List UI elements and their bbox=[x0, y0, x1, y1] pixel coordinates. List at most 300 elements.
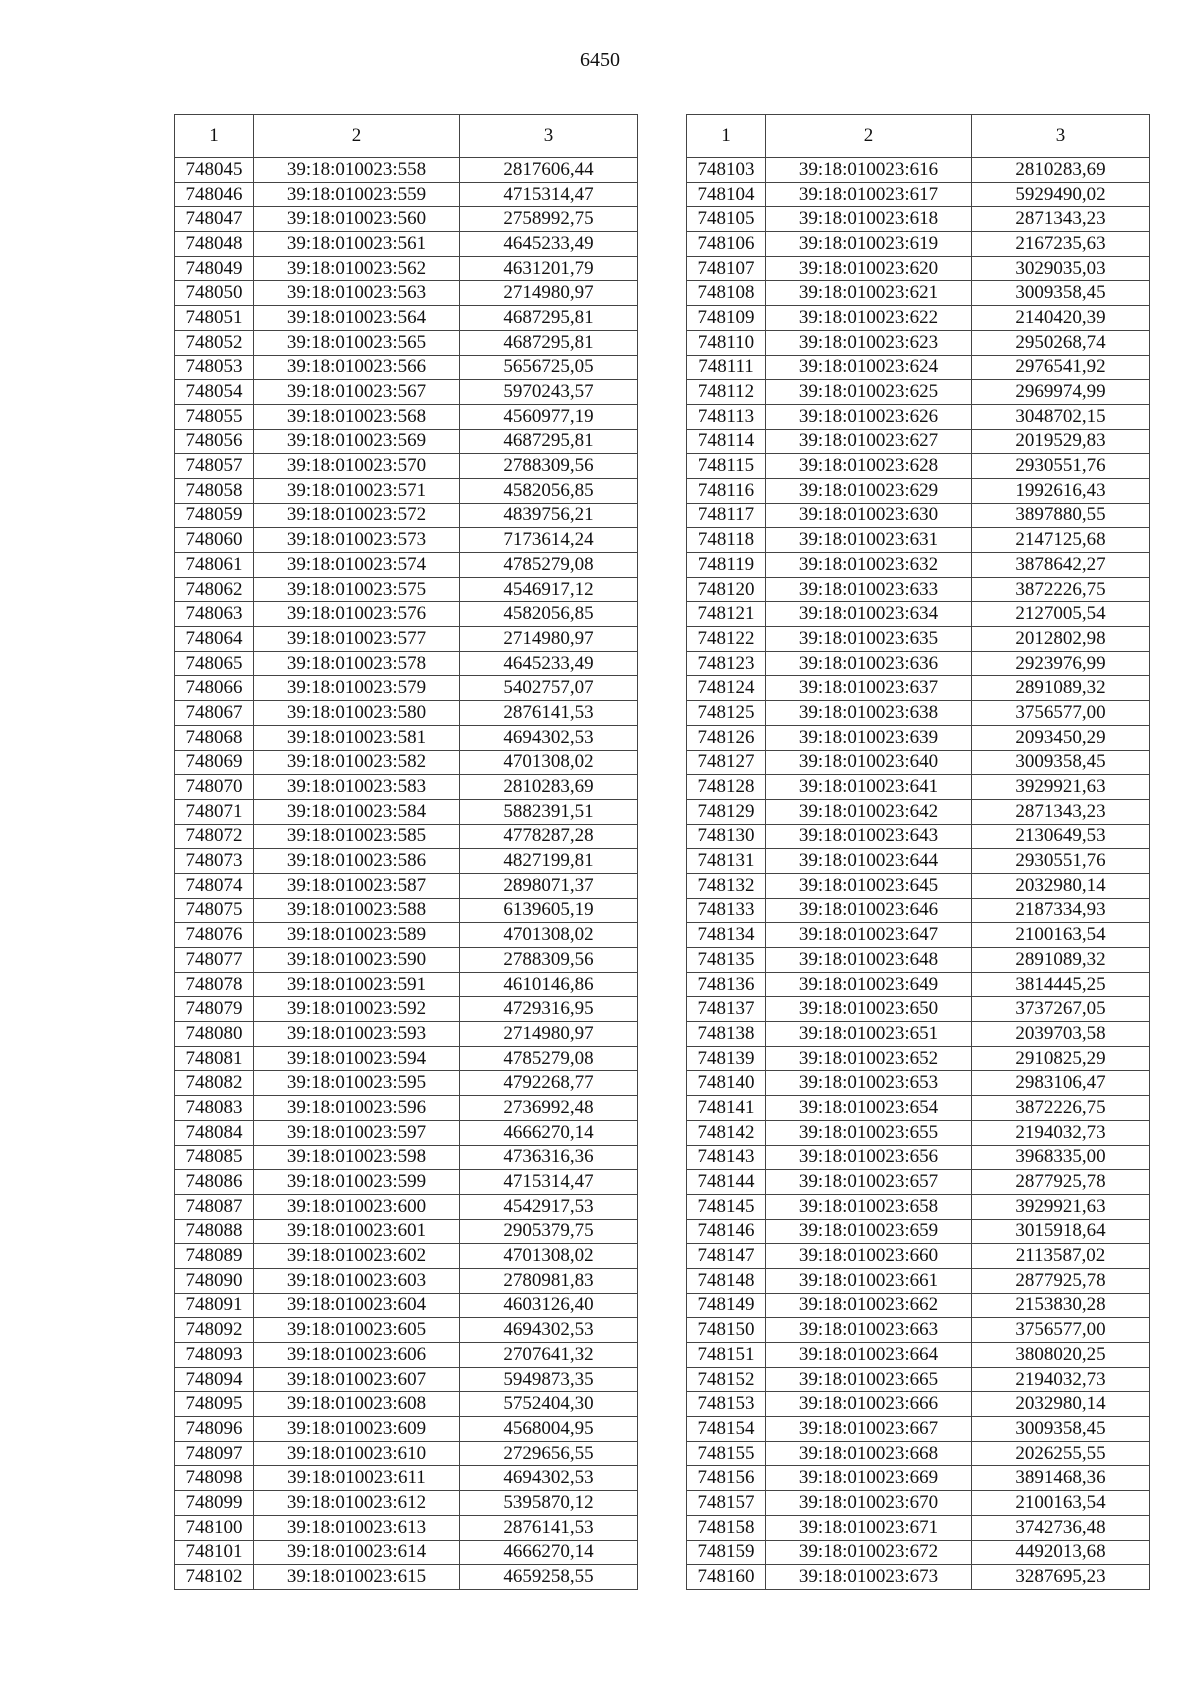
cadastral-number-cell: 39:18:010023:561 bbox=[254, 232, 460, 257]
value-cell: 2877925,78 bbox=[972, 1170, 1150, 1195]
row-number-cell: 748100 bbox=[175, 1515, 254, 1540]
row-number-cell: 748155 bbox=[687, 1441, 766, 1466]
table-row bbox=[175, 602, 638, 627]
column-header: 3 bbox=[460, 115, 638, 158]
cadastral-number-cell: 39:18:010023:666 bbox=[766, 1392, 972, 1417]
cadastral-number-cell: 39:18:010023:632 bbox=[766, 553, 972, 578]
row-number-cell: 748126 bbox=[687, 725, 766, 750]
cadastral-number-cell: 39:18:010023:607 bbox=[254, 1367, 460, 1392]
value-cell: 2923976,99 bbox=[972, 651, 1150, 676]
value-cell: 4603126,40 bbox=[460, 1293, 638, 1318]
table-row bbox=[687, 478, 1150, 503]
cadastral-number-cell: 39:18:010023:614 bbox=[254, 1540, 460, 1565]
row-number-cell: 748072 bbox=[175, 824, 254, 849]
table-row bbox=[687, 207, 1150, 232]
cadastral-number-cell: 39:18:010023:657 bbox=[766, 1170, 972, 1195]
table-row bbox=[687, 330, 1150, 355]
row-number-cell: 748102 bbox=[175, 1565, 254, 1590]
row-number-cell: 748143 bbox=[687, 1145, 766, 1170]
value-cell: 3808020,25 bbox=[972, 1343, 1150, 1368]
table-row bbox=[687, 1392, 1150, 1417]
row-number-cell: 748098 bbox=[175, 1466, 254, 1491]
table-row bbox=[175, 306, 638, 331]
row-number-cell: 748089 bbox=[175, 1244, 254, 1269]
cadastral-number-cell: 39:18:010023:581 bbox=[254, 725, 460, 750]
cadastral-number-cell: 39:18:010023:608 bbox=[254, 1392, 460, 1417]
cadastral-number-cell: 39:18:010023:582 bbox=[254, 750, 460, 775]
row-number-cell: 748046 bbox=[175, 182, 254, 207]
table-row bbox=[687, 972, 1150, 997]
cadastral-number-cell: 39:18:010023:633 bbox=[766, 577, 972, 602]
row-number-cell: 748056 bbox=[175, 429, 254, 454]
cadastral-number-cell: 39:18:010023:645 bbox=[766, 873, 972, 898]
value-cell: 2100163,54 bbox=[972, 923, 1150, 948]
cadastral-number-cell: 39:18:010023:658 bbox=[766, 1194, 972, 1219]
value-cell: 5395870,12 bbox=[460, 1491, 638, 1516]
cadastral-number-cell: 39:18:010023:637 bbox=[766, 676, 972, 701]
row-number-cell: 748153 bbox=[687, 1392, 766, 1417]
row-number-cell: 748083 bbox=[175, 1096, 254, 1121]
value-cell: 4542917,53 bbox=[460, 1194, 638, 1219]
value-cell: 5949873,35 bbox=[460, 1367, 638, 1392]
cadastral-number-cell: 39:18:010023:590 bbox=[254, 948, 460, 973]
value-cell: 4736316,36 bbox=[460, 1145, 638, 1170]
cadastral-number-cell: 39:18:010023:622 bbox=[766, 306, 972, 331]
table-row bbox=[687, 1293, 1150, 1318]
value-cell: 5929490,02 bbox=[972, 182, 1150, 207]
value-cell: 2950268,74 bbox=[972, 330, 1150, 355]
cadastral-number-cell: 39:18:010023:594 bbox=[254, 1046, 460, 1071]
value-cell: 3878642,27 bbox=[972, 553, 1150, 578]
value-cell: 3872226,75 bbox=[972, 577, 1150, 602]
value-cell: 4827199,81 bbox=[460, 849, 638, 874]
cadastral-number-cell: 39:18:010023:654 bbox=[766, 1096, 972, 1121]
table-row bbox=[175, 1096, 638, 1121]
row-number-cell: 748057 bbox=[175, 454, 254, 479]
value-cell: 3009358,45 bbox=[972, 750, 1150, 775]
row-number-cell: 748113 bbox=[687, 404, 766, 429]
table-row bbox=[687, 1145, 1150, 1170]
cadastral-number-cell: 39:18:010023:600 bbox=[254, 1194, 460, 1219]
table-row bbox=[687, 750, 1150, 775]
row-number-cell: 748065 bbox=[175, 651, 254, 676]
row-number-cell: 748156 bbox=[687, 1466, 766, 1491]
value-cell: 2876141,53 bbox=[460, 1515, 638, 1540]
value-cell: 2714980,97 bbox=[460, 627, 638, 652]
cadastral-number-cell: 39:18:010023:567 bbox=[254, 380, 460, 405]
table-row bbox=[687, 380, 1150, 405]
table-row bbox=[687, 306, 1150, 331]
value-cell: 4701308,02 bbox=[460, 750, 638, 775]
value-cell: 2910825,29 bbox=[972, 1046, 1150, 1071]
value-cell: 4694302,53 bbox=[460, 725, 638, 750]
cadastral-number-cell: 39:18:010023:650 bbox=[766, 997, 972, 1022]
value-cell: 4715314,47 bbox=[460, 1170, 638, 1195]
row-number-cell: 748118 bbox=[687, 528, 766, 553]
value-cell: 4694302,53 bbox=[460, 1466, 638, 1491]
cadastral-number-cell: 39:18:010023:599 bbox=[254, 1170, 460, 1195]
row-number-cell: 748137 bbox=[687, 997, 766, 1022]
cadastral-number-cell: 39:18:010023:577 bbox=[254, 627, 460, 652]
table-row bbox=[175, 1367, 638, 1392]
value-cell: 5656725,05 bbox=[460, 355, 638, 380]
cadastral-number-cell: 39:18:010023:628 bbox=[766, 454, 972, 479]
value-cell: 4631201,79 bbox=[460, 256, 638, 281]
table-row bbox=[175, 1071, 638, 1096]
row-number-cell: 748047 bbox=[175, 207, 254, 232]
row-number-cell: 748149 bbox=[687, 1293, 766, 1318]
table-row bbox=[175, 429, 638, 454]
cadastral-number-cell: 39:18:010023:612 bbox=[254, 1491, 460, 1516]
value-cell: 4701308,02 bbox=[460, 1244, 638, 1269]
value-cell: 2898071,37 bbox=[460, 873, 638, 898]
row-number-cell: 748110 bbox=[687, 330, 766, 355]
row-number-cell: 748048 bbox=[175, 232, 254, 257]
row-number-cell: 748108 bbox=[687, 281, 766, 306]
row-number-cell: 748116 bbox=[687, 478, 766, 503]
row-number-cell: 748115 bbox=[687, 454, 766, 479]
row-number-cell: 748106 bbox=[687, 232, 766, 257]
row-number-cell: 748157 bbox=[687, 1491, 766, 1516]
value-cell: 2729656,55 bbox=[460, 1441, 638, 1466]
row-number-cell: 748055 bbox=[175, 404, 254, 429]
cadastral-number-cell: 39:18:010023:571 bbox=[254, 478, 460, 503]
table-row bbox=[687, 355, 1150, 380]
table-row bbox=[175, 1441, 638, 1466]
cadastral-number-cell: 39:18:010023:584 bbox=[254, 799, 460, 824]
cadastral-number-cell: 39:18:010023:596 bbox=[254, 1096, 460, 1121]
value-cell: 2194032,73 bbox=[972, 1367, 1150, 1392]
row-number-cell: 748078 bbox=[175, 972, 254, 997]
value-cell: 2930551,76 bbox=[972, 454, 1150, 479]
cadastral-number-cell: 39:18:010023:647 bbox=[766, 923, 972, 948]
cadastral-number-cell: 39:18:010023:558 bbox=[254, 158, 460, 183]
row-number-cell: 748074 bbox=[175, 873, 254, 898]
value-cell: 4694302,53 bbox=[460, 1318, 638, 1343]
value-cell: 4701308,02 bbox=[460, 923, 638, 948]
table-row bbox=[175, 1219, 638, 1244]
value-cell: 3897880,55 bbox=[972, 503, 1150, 528]
value-cell: 2714980,97 bbox=[460, 1022, 638, 1047]
table-row bbox=[175, 1392, 638, 1417]
table-row bbox=[175, 1145, 638, 1170]
value-cell: 2817606,44 bbox=[460, 158, 638, 183]
value-cell: 4666270,14 bbox=[460, 1120, 638, 1145]
row-number-cell: 748146 bbox=[687, 1219, 766, 1244]
cadastral-number-cell: 39:18:010023:641 bbox=[766, 775, 972, 800]
row-number-cell: 748124 bbox=[687, 676, 766, 701]
row-number-cell: 748054 bbox=[175, 380, 254, 405]
table-row bbox=[175, 330, 638, 355]
table-row bbox=[175, 478, 638, 503]
value-cell: 7173614,24 bbox=[460, 528, 638, 553]
value-cell: 2983106,47 bbox=[972, 1071, 1150, 1096]
value-cell: 2891089,32 bbox=[972, 676, 1150, 701]
cadastral-number-cell: 39:18:010023:623 bbox=[766, 330, 972, 355]
value-cell: 3929921,63 bbox=[972, 775, 1150, 800]
column-header: 2 bbox=[254, 115, 460, 158]
cadastral-number-cell: 39:18:010023:621 bbox=[766, 281, 972, 306]
table-row bbox=[687, 948, 1150, 973]
value-cell: 2153830,28 bbox=[972, 1293, 1150, 1318]
cadastral-number-cell: 39:18:010023:585 bbox=[254, 824, 460, 849]
cadastral-number-cell: 39:18:010023:587 bbox=[254, 873, 460, 898]
row-number-cell: 748111 bbox=[687, 355, 766, 380]
cadastral-number-cell: 39:18:010023:667 bbox=[766, 1417, 972, 1442]
row-number-cell: 748130 bbox=[687, 824, 766, 849]
value-cell: 2039703,58 bbox=[972, 1022, 1150, 1047]
cadastral-number-cell: 39:18:010023:572 bbox=[254, 503, 460, 528]
value-cell: 3029035,03 bbox=[972, 256, 1150, 281]
cadastral-number-cell: 39:18:010023:573 bbox=[254, 528, 460, 553]
cadastral-number-cell: 39:18:010023:671 bbox=[766, 1515, 972, 1540]
table-row bbox=[175, 775, 638, 800]
value-cell: 4715314,47 bbox=[460, 182, 638, 207]
value-cell: 3737267,05 bbox=[972, 997, 1150, 1022]
cadastral-number-cell: 39:18:010023:648 bbox=[766, 948, 972, 973]
value-cell: 2032980,14 bbox=[972, 1392, 1150, 1417]
cadastral-number-cell: 39:18:010023:579 bbox=[254, 676, 460, 701]
table-row bbox=[175, 750, 638, 775]
row-number-cell: 748096 bbox=[175, 1417, 254, 1442]
column-header: 3 bbox=[972, 115, 1150, 158]
table-row bbox=[687, 676, 1150, 701]
row-number-cell: 748071 bbox=[175, 799, 254, 824]
row-number-cell: 748128 bbox=[687, 775, 766, 800]
row-number-cell: 748099 bbox=[175, 1491, 254, 1516]
cadastral-number-cell: 39:18:010023:595 bbox=[254, 1071, 460, 1096]
value-cell: 3009358,45 bbox=[972, 281, 1150, 306]
table-row bbox=[687, 1120, 1150, 1145]
value-cell: 5882391,51 bbox=[460, 799, 638, 824]
table-row bbox=[687, 1565, 1150, 1590]
row-number-cell: 748066 bbox=[175, 676, 254, 701]
table-row bbox=[175, 972, 638, 997]
value-cell: 4568004,95 bbox=[460, 1417, 638, 1442]
cadastral-number-cell: 39:18:010023:638 bbox=[766, 701, 972, 726]
cadastral-number-cell: 39:18:010023:617 bbox=[766, 182, 972, 207]
table-row bbox=[175, 725, 638, 750]
header-row bbox=[175, 115, 638, 158]
row-number-cell: 748068 bbox=[175, 725, 254, 750]
table-row bbox=[687, 1096, 1150, 1121]
table-row bbox=[175, 923, 638, 948]
row-number-cell: 748103 bbox=[687, 158, 766, 183]
cadastral-number-cell: 39:18:010023:592 bbox=[254, 997, 460, 1022]
row-number-cell: 748091 bbox=[175, 1293, 254, 1318]
cadastral-number-cell: 39:18:010023:630 bbox=[766, 503, 972, 528]
table-row bbox=[687, 454, 1150, 479]
cadastral-number-cell: 39:18:010023:624 bbox=[766, 355, 972, 380]
row-number-cell: 748147 bbox=[687, 1244, 766, 1269]
value-cell: 3891468,36 bbox=[972, 1466, 1150, 1491]
value-cell: 2194032,73 bbox=[972, 1120, 1150, 1145]
value-cell: 3968335,00 bbox=[972, 1145, 1150, 1170]
table-row bbox=[175, 1318, 638, 1343]
value-cell: 2871343,23 bbox=[972, 207, 1150, 232]
value-cell: 4729316,95 bbox=[460, 997, 638, 1022]
table-row bbox=[687, 651, 1150, 676]
cadastral-number-cell: 39:18:010023:643 bbox=[766, 824, 972, 849]
cadastral-number-cell: 39:18:010023:652 bbox=[766, 1046, 972, 1071]
value-cell: 6139605,19 bbox=[460, 898, 638, 923]
value-cell: 2714980,97 bbox=[460, 281, 638, 306]
row-number-cell: 748159 bbox=[687, 1540, 766, 1565]
cadastral-number-cell: 39:18:010023:655 bbox=[766, 1120, 972, 1145]
table-row bbox=[175, 1022, 638, 1047]
table-row bbox=[175, 1046, 638, 1071]
row-number-cell: 748069 bbox=[175, 750, 254, 775]
table-row bbox=[175, 503, 638, 528]
table-row bbox=[175, 380, 638, 405]
row-number-cell: 748125 bbox=[687, 701, 766, 726]
cadastral-number-cell: 39:18:010023:597 bbox=[254, 1120, 460, 1145]
cadastral-number-cell: 39:18:010023:642 bbox=[766, 799, 972, 824]
row-number-cell: 748094 bbox=[175, 1367, 254, 1392]
row-number-cell: 748095 bbox=[175, 1392, 254, 1417]
row-number-cell: 748097 bbox=[175, 1441, 254, 1466]
value-cell: 4666270,14 bbox=[460, 1540, 638, 1565]
cadastral-number-cell: 39:18:010023:569 bbox=[254, 429, 460, 454]
row-number-cell: 748121 bbox=[687, 602, 766, 627]
row-number-cell: 748151 bbox=[687, 1343, 766, 1368]
cadastral-number-cell: 39:18:010023:636 bbox=[766, 651, 972, 676]
table-row bbox=[687, 1491, 1150, 1516]
value-cell: 2032980,14 bbox=[972, 873, 1150, 898]
table-row bbox=[175, 824, 638, 849]
cadastral-number-cell: 39:18:010023:601 bbox=[254, 1219, 460, 1244]
table-row bbox=[687, 1170, 1150, 1195]
row-number-cell: 748060 bbox=[175, 528, 254, 553]
value-cell: 4785279,08 bbox=[460, 553, 638, 578]
cadastral-number-cell: 39:18:010023:591 bbox=[254, 972, 460, 997]
cadastral-number-cell: 39:18:010023:629 bbox=[766, 478, 972, 503]
table-row bbox=[175, 281, 638, 306]
value-cell: 1992616,43 bbox=[972, 478, 1150, 503]
value-cell: 2788309,56 bbox=[460, 948, 638, 973]
table-row bbox=[687, 1441, 1150, 1466]
row-number-cell: 748152 bbox=[687, 1367, 766, 1392]
value-cell: 2780981,83 bbox=[460, 1268, 638, 1293]
table-row bbox=[687, 1071, 1150, 1096]
cadastral-number-cell: 39:18:010023:656 bbox=[766, 1145, 972, 1170]
row-number-cell: 748133 bbox=[687, 898, 766, 923]
row-number-cell: 748107 bbox=[687, 256, 766, 281]
table-row bbox=[687, 1318, 1150, 1343]
cadastral-number-cell: 39:18:010023:563 bbox=[254, 281, 460, 306]
table-row bbox=[687, 849, 1150, 874]
table-row bbox=[687, 1515, 1150, 1540]
cadastral-number-cell: 39:18:010023:560 bbox=[254, 207, 460, 232]
cadastral-number-cell: 39:18:010023:664 bbox=[766, 1343, 972, 1368]
table-row bbox=[175, 256, 638, 281]
row-number-cell: 748087 bbox=[175, 1194, 254, 1219]
cadastral-number-cell: 39:18:010023:659 bbox=[766, 1219, 972, 1244]
table-row bbox=[175, 454, 638, 479]
value-cell: 4610146,86 bbox=[460, 972, 638, 997]
value-cell: 5752404,30 bbox=[460, 1392, 638, 1417]
cadastral-number-cell: 39:18:010023:559 bbox=[254, 182, 460, 207]
row-number-cell: 748081 bbox=[175, 1046, 254, 1071]
table-row bbox=[687, 1367, 1150, 1392]
cadastral-number-cell: 39:18:010023:570 bbox=[254, 454, 460, 479]
table-row bbox=[687, 528, 1150, 553]
cadastral-number-cell: 39:18:010023:588 bbox=[254, 898, 460, 923]
row-number-cell: 748114 bbox=[687, 429, 766, 454]
row-number-cell: 748129 bbox=[687, 799, 766, 824]
right-table-body bbox=[687, 158, 1150, 1590]
row-number-cell: 748082 bbox=[175, 1071, 254, 1096]
cadastral-number-cell: 39:18:010023:646 bbox=[766, 898, 972, 923]
table-row bbox=[175, 207, 638, 232]
cadastral-number-cell: 39:18:010023:589 bbox=[254, 923, 460, 948]
value-cell: 2019529,83 bbox=[972, 429, 1150, 454]
cadastral-number-cell: 39:18:010023:665 bbox=[766, 1367, 972, 1392]
cadastral-number-cell: 39:18:010023:566 bbox=[254, 355, 460, 380]
value-cell: 3742736,48 bbox=[972, 1515, 1150, 1540]
row-number-cell: 748148 bbox=[687, 1268, 766, 1293]
value-cell: 2140420,39 bbox=[972, 306, 1150, 331]
cadastral-number-cell: 39:18:010023:626 bbox=[766, 404, 972, 429]
value-cell: 2877925,78 bbox=[972, 1268, 1150, 1293]
table-row bbox=[175, 849, 638, 874]
value-cell: 5402757,07 bbox=[460, 676, 638, 701]
table-row bbox=[175, 404, 638, 429]
cadastral-number-cell: 39:18:010023:644 bbox=[766, 849, 972, 874]
value-cell: 3048702,15 bbox=[972, 404, 1150, 429]
cadastral-number-cell: 39:18:010023:620 bbox=[766, 256, 972, 281]
table-row bbox=[175, 898, 638, 923]
cadastral-number-cell: 39:18:010023:668 bbox=[766, 1441, 972, 1466]
cadastral-number-cell: 39:18:010023:663 bbox=[766, 1318, 972, 1343]
table-row bbox=[687, 824, 1150, 849]
row-number-cell: 748084 bbox=[175, 1120, 254, 1145]
row-number-cell: 748123 bbox=[687, 651, 766, 676]
cadastral-number-cell: 39:18:010023:634 bbox=[766, 602, 972, 627]
value-cell: 4785279,08 bbox=[460, 1046, 638, 1071]
table-row bbox=[175, 873, 638, 898]
row-number-cell: 748059 bbox=[175, 503, 254, 528]
row-number-cell: 748105 bbox=[687, 207, 766, 232]
table-row bbox=[687, 1466, 1150, 1491]
value-cell: 2012802,98 bbox=[972, 627, 1150, 652]
table-row bbox=[175, 651, 638, 676]
value-cell: 3929921,63 bbox=[972, 1194, 1150, 1219]
table-row bbox=[175, 676, 638, 701]
row-number-cell: 748086 bbox=[175, 1170, 254, 1195]
value-cell: 4645233,49 bbox=[460, 232, 638, 257]
cadastral-number-cell: 39:18:010023:603 bbox=[254, 1268, 460, 1293]
table-row bbox=[687, 1046, 1150, 1071]
table-row bbox=[175, 553, 638, 578]
value-cell: 4778287,28 bbox=[460, 824, 638, 849]
row-number-cell: 748138 bbox=[687, 1022, 766, 1047]
value-cell: 2758992,75 bbox=[460, 207, 638, 232]
value-cell: 4492013,68 bbox=[972, 1540, 1150, 1565]
row-number-cell: 748136 bbox=[687, 972, 766, 997]
table-row bbox=[175, 1293, 638, 1318]
value-cell: 2127005,54 bbox=[972, 602, 1150, 627]
value-cell: 4687295,81 bbox=[460, 330, 638, 355]
cadastral-number-cell: 39:18:010023:575 bbox=[254, 577, 460, 602]
value-cell: 4659258,55 bbox=[460, 1565, 638, 1590]
row-number-cell: 748160 bbox=[687, 1565, 766, 1590]
value-cell: 2810283,69 bbox=[460, 775, 638, 800]
column-header: 1 bbox=[687, 115, 766, 158]
row-number-cell: 748073 bbox=[175, 849, 254, 874]
cadastral-number-cell: 39:18:010023:613 bbox=[254, 1515, 460, 1540]
cadastral-number-cell: 39:18:010023:615 bbox=[254, 1565, 460, 1590]
